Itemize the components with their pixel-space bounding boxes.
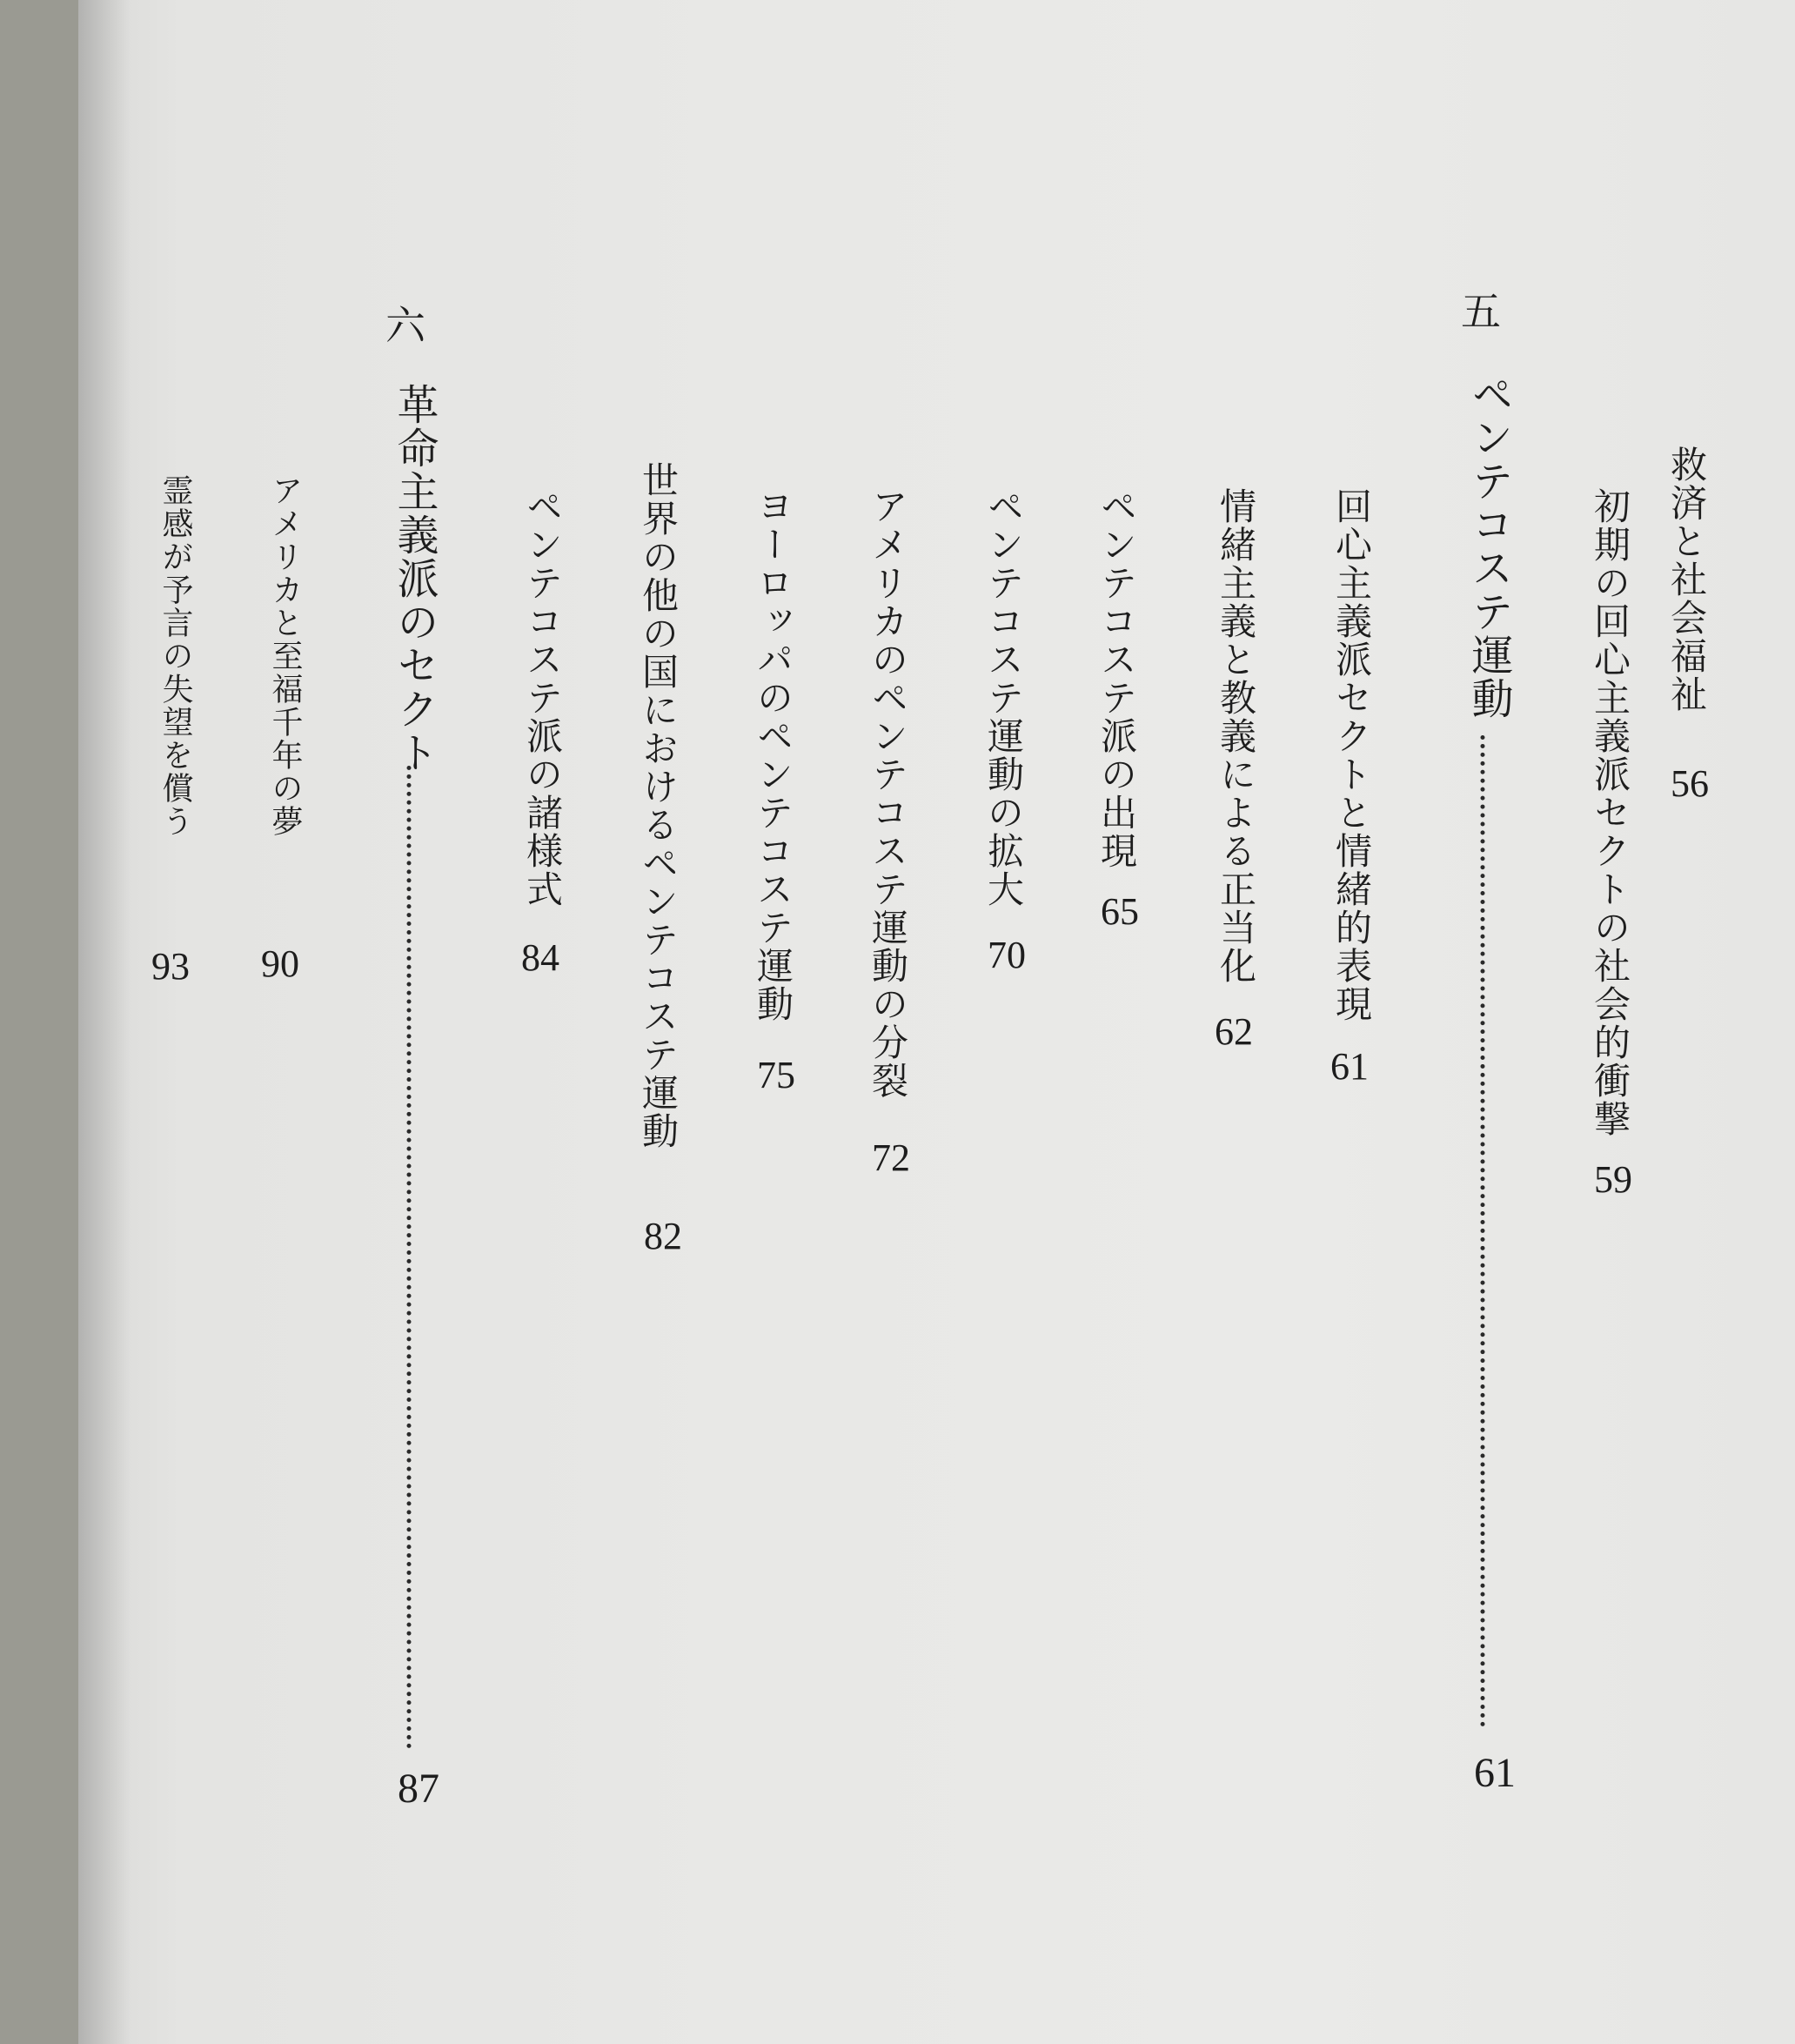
entry-page-number: 75 xyxy=(757,1054,795,1096)
entry-page-number: 84 xyxy=(521,936,559,979)
entry-title: ペンテコステ派の諸様式 xyxy=(521,487,564,908)
entry-title: 回心主義派セクトと情緒的表現 xyxy=(1330,487,1373,1023)
chapter-number: 五 xyxy=(1461,288,1501,335)
entry-page-number: 90 xyxy=(261,942,299,985)
entry-title: 初期の回心主義派セクトの社会的衝撃 xyxy=(1589,487,1631,1138)
entry-title: アメリカのペンテコステ運動の分裂 xyxy=(867,487,909,1100)
entry-title: ヨーロッパのペンテコステ運動 xyxy=(752,487,794,1023)
entry-page-number: 59 xyxy=(1594,1158,1632,1201)
entry-page-number: 62 xyxy=(1215,1010,1253,1053)
entry-title: 情緒主義と教義による正当化 xyxy=(1215,487,1257,985)
chapter-title: ペンテコステ運動 xyxy=(1464,372,1513,720)
chapter-title: 革命主義派のセクト xyxy=(390,383,439,774)
chapter-number: 六 xyxy=(385,302,425,349)
entry-page-number: 61 xyxy=(1330,1045,1369,1088)
entry-page-number: 56 xyxy=(1671,762,1709,805)
dot-leader xyxy=(407,766,412,1749)
show-through-text xyxy=(1070,287,1120,325)
binding-shadow xyxy=(78,0,131,2044)
entry-title: ペンテコステ派の出現 xyxy=(1095,487,1138,870)
entry-page-number: 72 xyxy=(872,1136,910,1179)
entry-title: 世界の他の国におけるペンテコステ運動 xyxy=(637,461,680,1150)
entry-page-number: 65 xyxy=(1101,890,1139,933)
entry-page-number: 70 xyxy=(988,934,1026,976)
entry-title: 霊感が予言の失望を償う xyxy=(157,474,193,838)
entry-title: ペンテコステ運動の拡大 xyxy=(982,487,1025,908)
chapter-page-number: 87 xyxy=(398,1766,439,1812)
chapter-page-number: 61 xyxy=(1474,1750,1516,1796)
dot-leader xyxy=(1481,735,1485,1727)
entry-page-number: 82 xyxy=(644,1215,682,1257)
entry-page-number: 93 xyxy=(151,945,190,988)
entry-title: 救済と社会福祉 xyxy=(1665,446,1708,714)
book-page xyxy=(78,0,1795,2044)
entry-title: アメリカと至福千年の夢 xyxy=(267,474,303,838)
